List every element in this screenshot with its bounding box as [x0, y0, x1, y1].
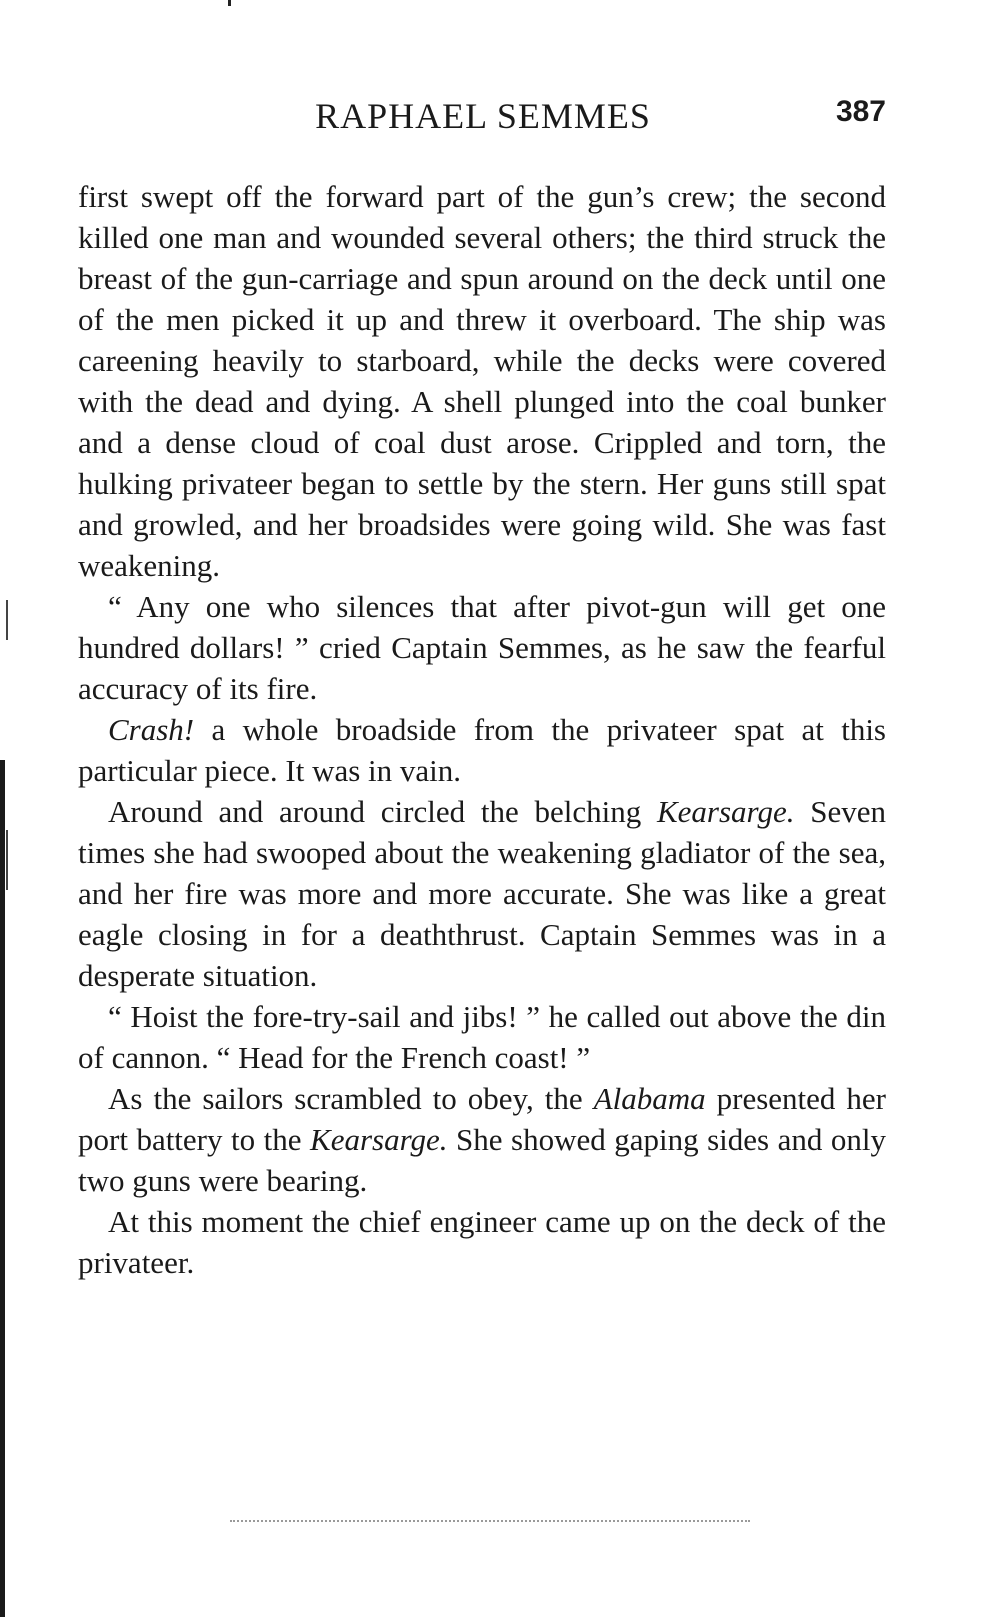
paragraph-3 — [78, 709, 886, 791]
page-edge-mark — [228, 0, 231, 6]
body-text — [78, 176, 886, 1283]
binding-shadow — [0, 760, 5, 1617]
running-head — [80, 95, 886, 139]
paragraph-6-text-a: As the sailors scrambled to obey, the — [108, 1081, 594, 1116]
ship-name-alabama: Alabama — [593, 1081, 706, 1116]
ship-name-kearsarge: Kearsarge. — [656, 794, 795, 829]
emphasis-crash: Crash! — [108, 712, 195, 747]
paragraph-6 — [78, 1078, 886, 1201]
ship-name-kearsarge: Kearsarge. — [310, 1122, 448, 1157]
paragraph-4-text-b: Seven times she had swooped about the weakening gladiator of the sea, and her fire was more and more accurate. She was like a great eagle closing in for a deaththrust. Captain Semmes was in a desperate situation. — [78, 794, 886, 993]
running-title: RAPHAEL SEMMES — [315, 96, 651, 136]
paragraph-7: At this moment the chief engineer came up on the deck of the privateer. — [78, 1204, 886, 1280]
paragraph-5: “ Hoist the fore-try-sail and jibs! ” he called out above the din of cannon. “ Head for the French coast! ” — [78, 999, 886, 1075]
paragraph-4 — [78, 791, 886, 996]
paragraph-3-text: a whole broadside from the privateer spat at this particular piece. It was in vain. — [78, 712, 886, 788]
paragraph-6-text-b: presented her port battery to the — [78, 1081, 886, 1157]
binding-tick — [6, 830, 8, 890]
paragraph-1: first swept off the forward part of the gun’s crew; the second killed one man and wounded several others; the third struck the breast of the gun-carriage and spun around on the deck until one of the men picked it up and threw it overboard. The ship was careening heavily to starboard, while the decks were covered with the dead and dying. A shell plunged into the coal bunker and a dense cloud of coal dust arose. Crippled and torn, the hulking privateer began to settle by the stern. Her guns still spat and growled, and her broadsides were going wild. She was fast weakening. — [78, 179, 886, 583]
paragraph-2: “ Any one who silences that after pivot-gun will get one hundred dollars! ” cried Captain Semmes, as he saw the fearful accuracy of its fire. — [78, 589, 886, 706]
paragraph-6-text-c: She showed gaping sides and only two guns were bearing. — [78, 1122, 886, 1198]
binding-tick — [6, 600, 8, 640]
bottom-dotted-rule — [230, 1520, 750, 1522]
page-number: 387 — [835, 95, 886, 128]
paragraph-4-text-a: Around and around circled the belching — [108, 794, 657, 829]
